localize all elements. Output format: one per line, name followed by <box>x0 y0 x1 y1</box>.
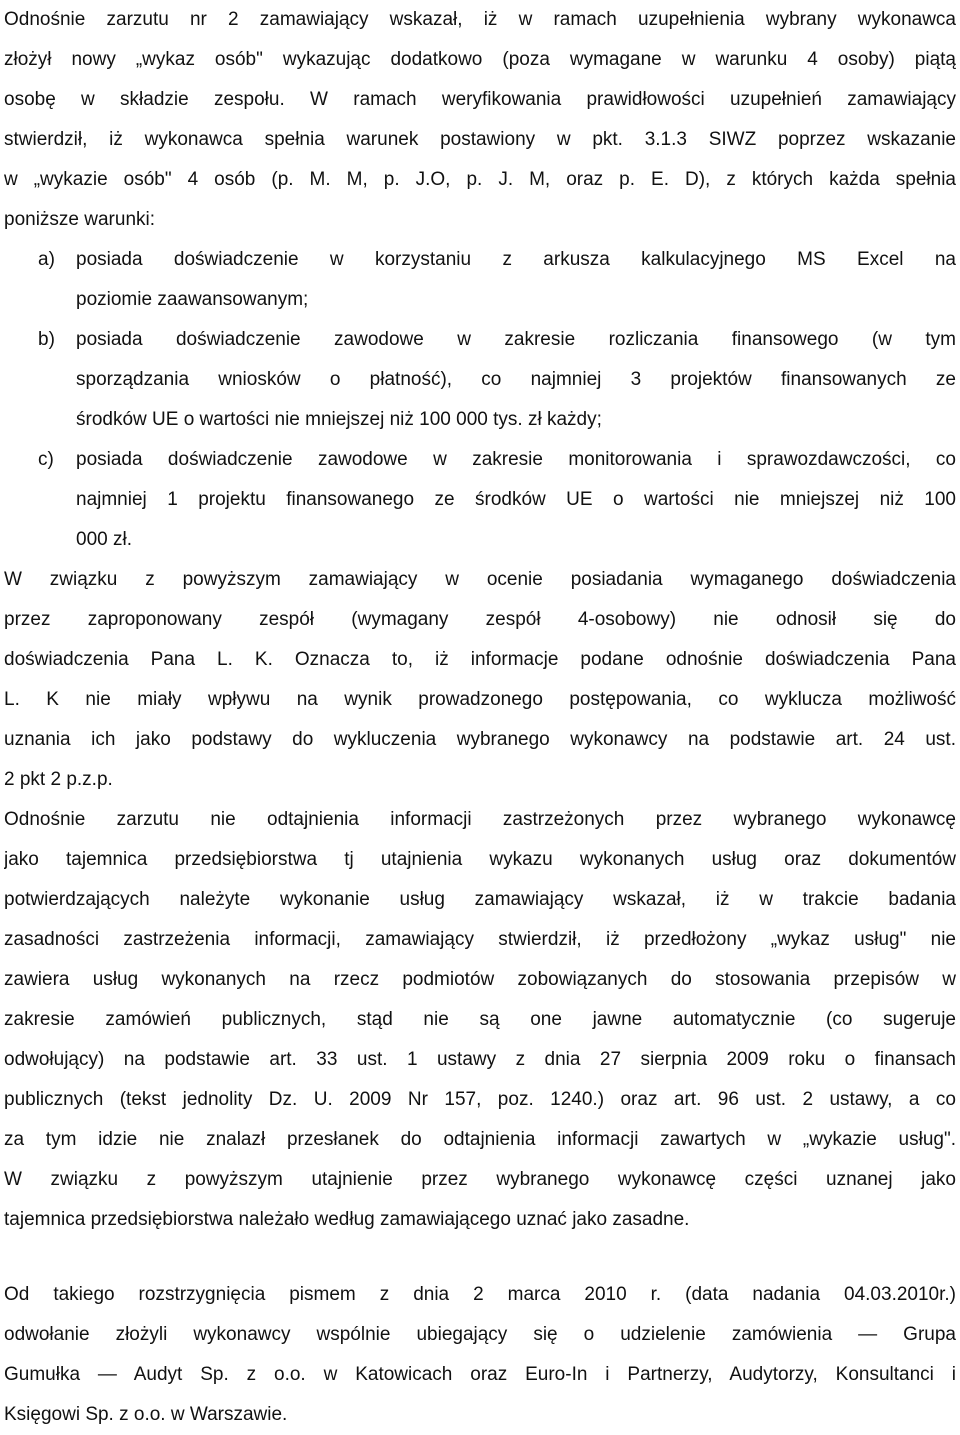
text-line: publicznych (tekst jednolity Dz. U. 2009 Nr 157, poz. 1240.) oraz art. 96 ust. 2 ustawy, a co <box>4 1089 956 1110</box>
text-line: odwołanie złożyli wykonawcy wspólnie ubiegający się o udzielenie zamówienia ― Grupa <box>4 1324 956 1345</box>
text-line: 2 pkt 2 p.z.p. <box>4 769 113 790</box>
text-line: doświadczenia Pana L. K. Oznacza to, iż informacje podane odnośnie doświadczenia Pana <box>4 649 956 670</box>
text-line: Księgowi Sp. z o.o. w Warszawie. <box>4 1404 288 1425</box>
text-line: potwierdzających należyte wykonanie usług zamawiający wskazał, iż w trakcie badania <box>4 889 956 910</box>
list-item-text: posiada doświadczenie zawodowe w zakresie rozliczania finansowego (w tym <box>76 329 956 350</box>
text-line: Od takiego rozstrzygnięcia pismem z dnia 2 marca 2010 r. (data nadania 04.03.2010r.) <box>4 1284 956 1305</box>
text-line: odwołujący) na podstawie art. 33 ust. 1 ustawy z dnia 27 sierpnia 2009 roku o finansach <box>4 1049 956 1070</box>
list-item-label: b) <box>38 329 55 350</box>
text-line: złożył nowy „wykaz osób" wykazując dodatkowo (poza wymagane w warunku 4 osoby) piątą <box>4 49 956 70</box>
list-item-text: posiada doświadczenie zawodowe w zakresie monitorowania i sprawozdawczości, co <box>76 449 956 470</box>
text-line: w „wykazie osób" 4 osób (p. M. M, p. J.O, p. J. M, oraz p. E. D), z których każda spełnia <box>4 169 956 190</box>
text-line: zakresie zamówień publicznych, stąd nie są one jawne automatycznie (co sugeruje <box>4 1009 956 1030</box>
text-line: stwierdził, iż wykonawca spełnia warunek postawiony w pkt. 3.1.3 SIWZ poprzez wskazanie <box>4 129 956 150</box>
list-item-text: sporządzania wniosków o płatność), co najmniej 3 projektów finansowanych ze <box>76 369 956 390</box>
text-line: jako tajemnica przedsiębiorstwa tj utajnienia wykazu wykonanych usług oraz dokumentów <box>4 849 956 870</box>
list-item-c <box>38 440 956 480</box>
text-line: tajemnica przedsiębiorstwa należało według zamawiającego uznać jako zasadne. <box>4 1209 690 1230</box>
list-item-label: a) <box>38 249 55 270</box>
list-item-a <box>38 240 956 280</box>
text-line: L. K nie miały wpływu na wynik prowadzonego postępowania, co wyklucza możliwość <box>4 689 956 710</box>
text-line: zawiera usług wykonanych na rzecz podmiotów zobowiązanych do stosowania przepisów w <box>4 969 956 990</box>
list-item-text: środków UE o wartości nie mniejszej niż 100 000 tys. zł każdy; <box>76 409 602 430</box>
list-item-text: najmniej 1 projektu finansowanego ze środków UE o wartości nie mniejszej niż 100 <box>76 489 956 510</box>
text-line: osobę w składzie zespołu. W ramach weryfikowania prawidłowości uzupełnień zamawiający <box>4 89 956 110</box>
text-line: Odnośnie zarzutu nie odtajnienia informacji zastrzeżonych przez wybranego wykonawcę <box>4 809 956 830</box>
list-item-b <box>38 320 956 360</box>
text-line: za tym idzie nie znalazł przesłanek do odtajnienia informacji zawartych w „wykazie usług". <box>4 1129 956 1150</box>
list-item-text: poziomie zaawansowanym; <box>76 289 309 310</box>
list-item-text: 000 zł. <box>76 529 132 550</box>
text-line: W związku z powyższym zamawiający w ocenie posiadania wymaganego doświadczenia <box>4 569 956 590</box>
text-line: przez zaproponowany zespół (wymagany zespół 4-osobowy) nie odnosił się do <box>4 609 956 630</box>
text-line: Gumułka ― Audyt Sp. z o.o. w Katowicach oraz Euro-In i Partnerzy, Audytorzy, Konsultanci i <box>4 1364 956 1385</box>
text-line: W związku z powyższym utajnienie przez wybranego wykonawcę części uznanej jako <box>4 1169 956 1190</box>
list-item-text: posiada doświadczenie w korzystaniu z arkusza kalkulacyjnego MS Excel na <box>76 249 956 270</box>
text-line: Odnośnie zarzutu nr 2 zamawiający wskazał, iż w ramach uzupełnienia wybrany wykonawca <box>4 9 956 30</box>
text-line: poniższe warunki: <box>4 209 156 230</box>
text-line: uznania ich jako podstawy do wykluczenia wybranego wykonawcy na podstawie art. 24 ust. <box>4 729 956 750</box>
list-item-label: c) <box>38 449 54 470</box>
text-line: zasadności zastrzeżenia informacji, zamawiający stwierdził, iż przedłożony „wykaz usług" nie <box>4 929 956 950</box>
